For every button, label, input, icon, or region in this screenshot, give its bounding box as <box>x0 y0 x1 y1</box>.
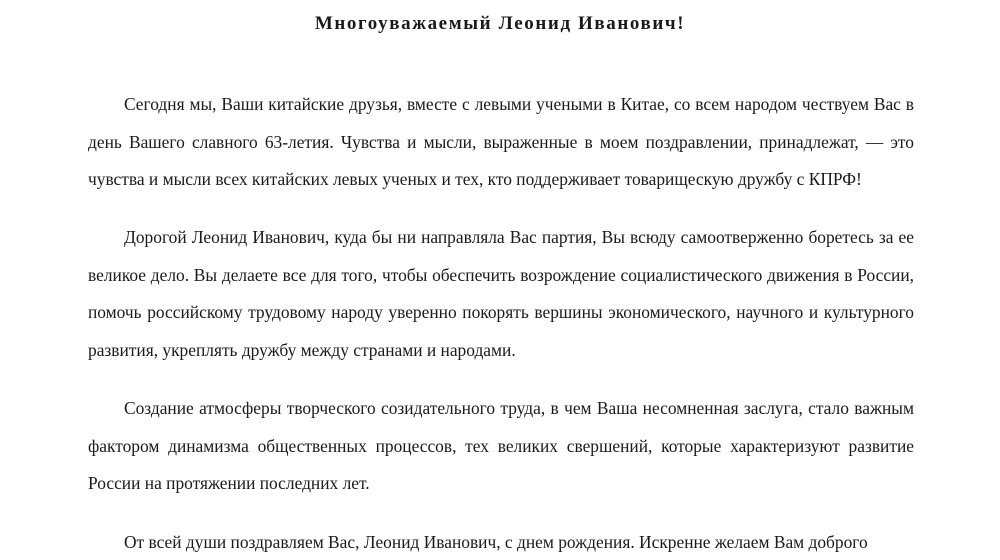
letter-salutation: Многоуважаемый Леонид Иванович! <box>314 13 686 34</box>
letter-paragraph-4: От всей души поздравляем Вас, Леонид Иванович, с днем рождения. Искренне желаем Вам доброго <box>124 532 868 552</box>
letter-paragraph-1: Сегодня мы, Ваши китайские друзья, вместе с левыми учеными в Китае, со всем народом чествуем Вас в день Вашего славного 63-летия. Чувства и мысли, выраженные в моем поздравлении, принадлежат, — это чувства и мысли всех китайских левых ученых и тех, кто поддерживает товарищескую дружбу с КПРФ! <box>88 94 914 189</box>
letter-paragraph-2: Дорогой Леонид Иванович, куда бы ни направляла Вас партия, Вы всюду самоотверженно боретесь за ее великое дело. Вы делаете все для того, чтобы обеспечить возрождение социалистического движения в России, помочь российскому трудовому народу уверенно покорять вершины экономического, научного и культурного развития, укреплять дружбу между странами и народами. <box>88 227 914 360</box>
letter-paragraph-3: Создание атмосферы творческого созидательного труда, в чем Ваша несомненная заслуга, стало важным фактором динамизма общественных процессов, тех великих свершений, которые характеризуют развитие России на протяжении последних лет. <box>88 398 914 493</box>
